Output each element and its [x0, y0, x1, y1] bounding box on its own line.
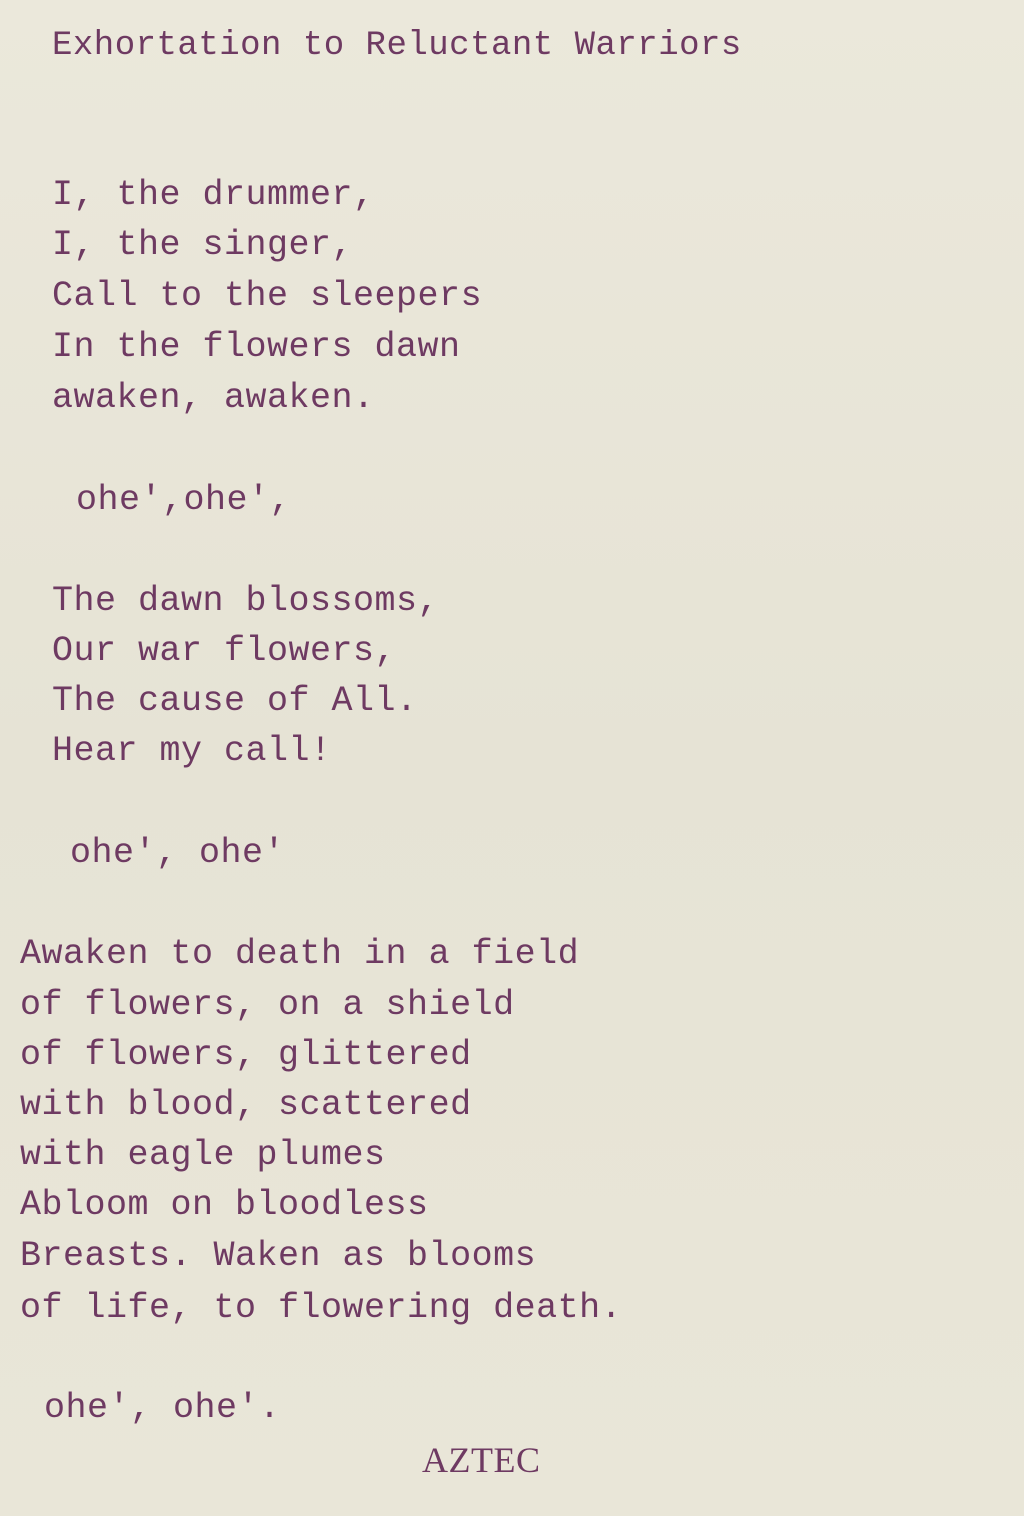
refrain-3: ohe', ohe'. [44, 1388, 281, 1428]
stanza3-line-5: with eagle plumes [20, 1135, 386, 1175]
stanza1-line-1: I, the drummer, [52, 175, 375, 215]
stanza1-line-2: I, the singer, [52, 225, 354, 265]
stanza3-line-6: Abloom on bloodless [20, 1185, 429, 1225]
stanza2-line-4: Hear my call! [52, 731, 332, 771]
stanza2-line-1: The dawn blossoms, [52, 581, 440, 621]
stanza1-line-3: Call to the sleepers [52, 276, 483, 316]
stanza3-line-8: of life, to flowering death. [20, 1288, 623, 1328]
stanza3-line-4: with blood, scattered [20, 1085, 472, 1125]
poem-title: Exhortation to Reluctant Warriors [52, 27, 742, 65]
stanza2-line-2: Our war flowers, [52, 631, 397, 671]
refrain-2: ohe', ohe' [70, 833, 286, 873]
stanza3-line-3: of flowers, glittered [20, 1035, 472, 1075]
stanza3-line-1: Awaken to death in a field [20, 934, 580, 974]
stanza1-line-4: In the flowers dawn [52, 327, 461, 367]
stanza3-line-7: Breasts. Waken as blooms [20, 1236, 537, 1276]
stanza2-line-3: The cause of All. [52, 681, 418, 721]
attribution: AZTEC [422, 1440, 541, 1480]
stanza3-line-2: of flowers, on a shield [20, 985, 515, 1025]
stanza1-line-5: awaken, awaken. [52, 378, 375, 418]
refrain-1: ohe',ohe', [76, 480, 292, 520]
